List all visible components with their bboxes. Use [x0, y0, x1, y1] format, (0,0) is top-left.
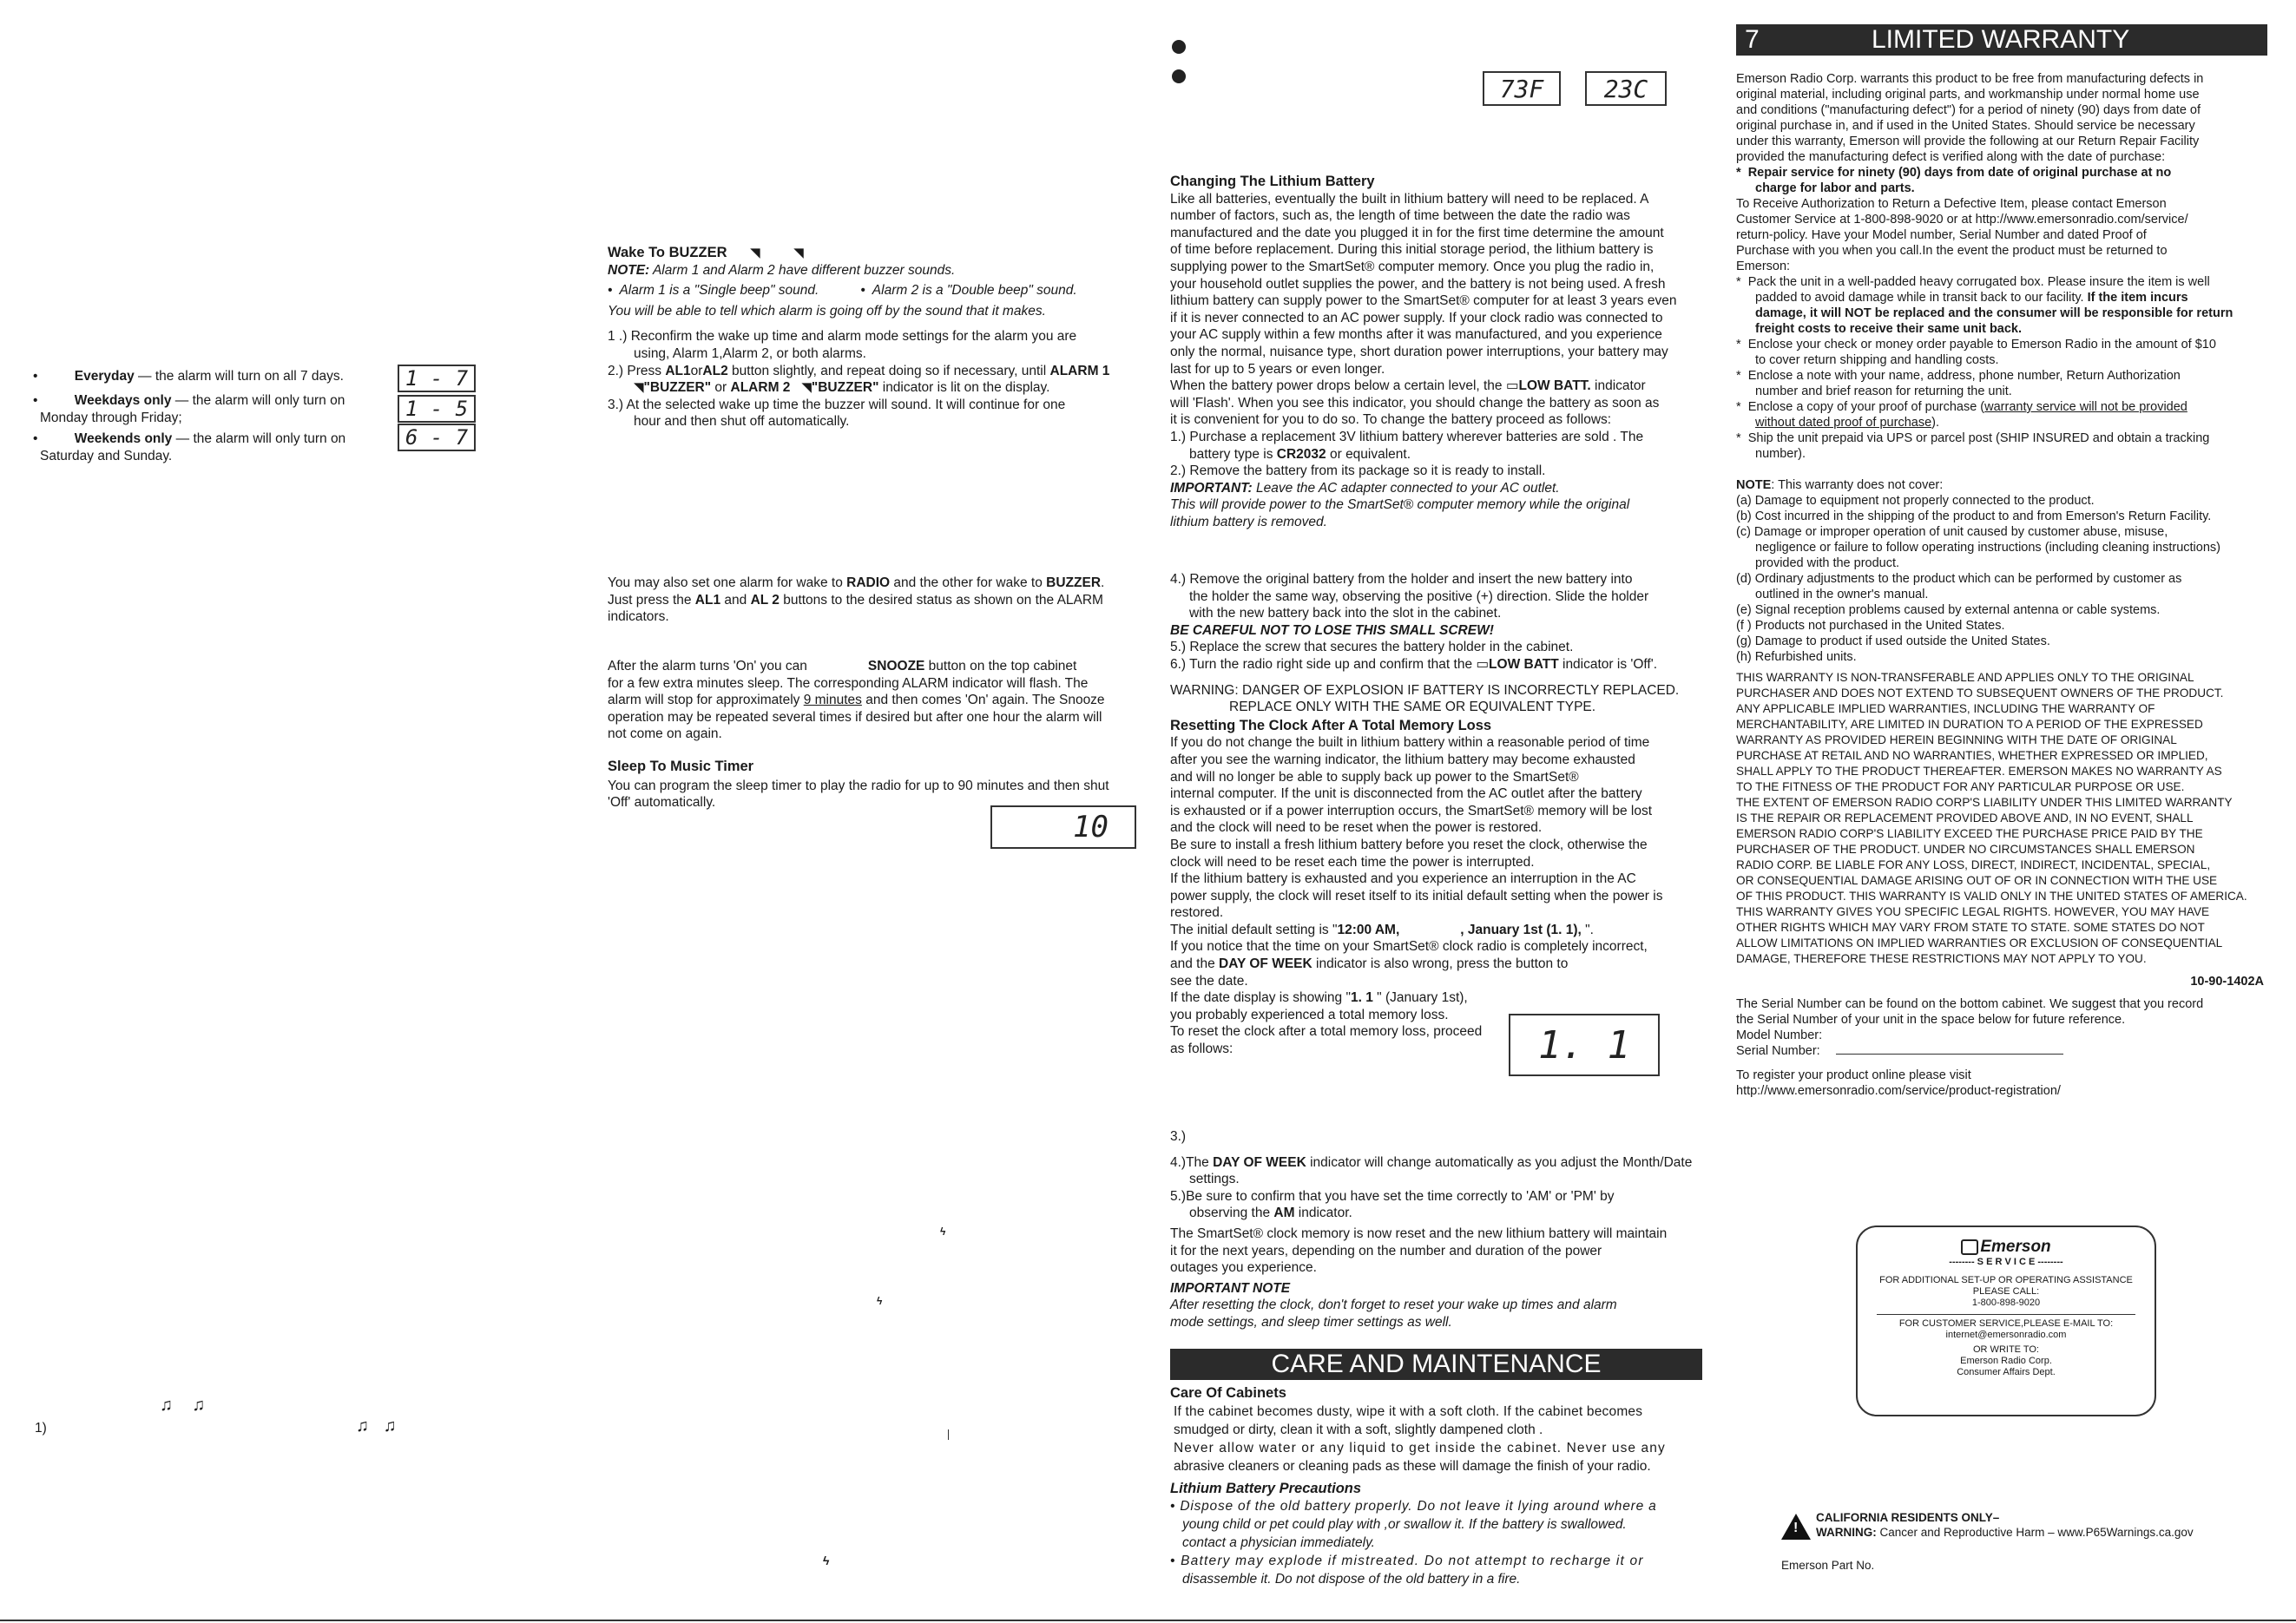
service-email[interactable]: internet@emersonradio.com [1945, 1330, 2067, 1340]
mode-weekends: • Weekends only — the alarm will only turn on Saturday and Sunday. [33, 431, 346, 463]
mode-label: Everyday [74, 369, 135, 384]
lcd-display: 23C [1585, 71, 1667, 106]
bell-icon: ◥ [750, 246, 760, 260]
warranty-header [1736, 24, 2267, 56]
care-maintenance-header: CARE AND MAINTENANCE [1170, 1349, 1702, 1380]
step-2: 2.) Press AL1orAL2 button slightly, and repeat doing so if necessary, until ALARM 1 [608, 363, 1110, 378]
registration-link[interactable]: http://www.emersonradio.com/service/product-registration/ [1736, 1084, 2061, 1098]
bell-icon: ◥ [801, 380, 812, 396]
battery-steps: 4.) Remove the original battery from the holder and insert the new battery into the holder the same way, observing the positive (+) direction. Slide the holder with the new battery back into the slot in the cabinet. BE CAREFUL NOT TO LOSE THIS SMALL SCREW! 5.) Replace the screw that secures the battery holder in the cabinet. 6.) Turn the radio right side up and confirm that the ▭LOW BATT indicator is 'Off'. WARNING: DANGER OF EXPLOSION IF BATTERY IS INCORRECTLY REPLACED. REPLACE ONLY WITH THE SAME OR EQUIVALENT TYPE. Resetting The Clock After A Total Memory Loss If you do not change the built in lithium battery within a reasonable period of time after you see the warning indicator, the lithium battery may become exhausted and will no longer be able to supply back up power to the SmartSet® internal computer. If the unit is disconnected from the AC outlet after the battery is exhausted or if a power interruption occurs, the SmartSet® memory will be lost and the clock will need to be reset when the power is restored. Be sure to install a fresh lithium battery before you reset the clock, otherwise the clock will need to be reset each time the power is interrupted. If the lithium battery is exhausted and you experience an interruption in the AC power supply, the clock will reset itself to its initial default setting when the power is restored. The initial default setting is "12:00 AM, , January 1st (1. 1), ". If you notice that the time on your SmartSet® clock radio is completely incorrect, and the DAY OF WEEK indicator is also wrong, press the button to see the date. If the date display is showing "1. 1 " (January 1st), you probably experienced a total memory loss. To reset the clock after a total memory loss, proceed as follows: [1170, 572, 1680, 1057]
step-3: 3.) At the selected wake up time the buzzer will sound. It will continue for one [608, 397, 1066, 412]
snooze: After the alarm turns 'On' you can SNOOZE button on the top cabinet for a few extra minutes sleep. The corresponding ALARM indicator will flash. The alarm will stop for approximately 9 minutes and then comes 'On' again. The Snooze operation may be repeated several times if desired but after one hour the alarm will not come on again. [608, 659, 1105, 742]
part-number: Emerson Part No. [1781, 1559, 1875, 1572]
mode-text: the alarm will only turn on [192, 393, 345, 408]
column-3: Changing The Lithium Battery Like all batteries, eventually the built in lithium battery will need to be replaced. A number of factors, such as, the length of time between the date the radio was manufactured and the date you plugged it in for the first time determine the amount of time before replacement. During this initial storage period, the lithium battery is supplying power to the SmartSet® computer memory. Once you plug the radio in, your household outlet supplies the power, and the battery is not being used. A fresh lithium battery can supply power to the SmartSet® computer for at least 3 years even if it is never connected to an AC power supply. If your clock radio was connected to your AC supply within a few months after it was manufactured, and you experience only the normal, nuisance type, short duration power interruptions, your battery may last for up to 5 years or even longer. When the battery power drops below a certain level, the ▭LOW BATT. indicator will 'Flash'. When you see this indicator, you should change the battery as soon as it is convenient for you to do so. To change the battery proceed as follows: 1.) Purchase a replacement 3V lithium battery wherever batteries are sold . The battery type is CR2032 or equivalent. 2.) Remove the battery from its package so it is ready to install. IMPORTANT: Leave the AC adapter connected to your AC outlet. This will provide power to the SmartSet® computer memory while the original lithium battery is removed. 4.) Remove the original battery from the holder and insert the new battery into the holder the same way, observing the positive (+) direction. Slide the holder with the new battery back into the slot in the cabinet. BE CAREFUL NOT TO LOSE THIS SMALL SCREW! 5.) Replace the screw that secures the battery holder in the cabinet. 6.) Turn the radio right side up and confirm that the ▭LOW BATT indicator is 'Off'. WARNING: DANGER OF EXPLOSION IF BATTERY IS INCORRECTLY REPLACED. REPLACE ONLY WITH THE SAME OR EQUIVALENT TYPE. Resetting The Clock After A Total Memory Loss If you do not change the built in lithium battery within a reasonable period of time after you see the warning indicator, the lithium battery may become exhausted and will no longer be able to supply back up power to the SmartSet® internal computer. If the unit is disconnected from the AC outlet after the battery is exhausted or if a power interruption occurs, the SmartSet® memory will be lost and the clock will need to be reset when the power is restored. Be sure to install a fresh lithium battery before you reset the clock, otherwise the clock will need to be reset each time the power is interrupted. If the lithium battery is exhausted and you experience an interruption in the AC power supply, the clock will reset itself to its initial default setting when the power is restored. The initial default setting is "12:00 AM, , January 1st (1. 1), ". If you notice that the time on your SmartSet® clock radio is completely incorrect, and the DAY OF WEEK indicator is also wrong, press the button to see the date. If the date display is showing "1. 1 " (January 1st), you probably experienced a total memory loss. To reset the clock after a total memory loss, proceed as follows: 3.) 4.)The DAY OF WEEK indicator will change automatically as you adjust the Month/Date settings. 5.)Be sure to confirm that you have set the time correctly to 'AM' or 'PM' by observing the AM indicator. The SmartSet® clock memory is now reset and the new lithium battery will maintain it for the next years, depending on the number and duration of the power outages you experience. IMPORTANT NOTE After resetting the clock, don't forget to reset your wake up times and alarm mode settings, and sleep timer settings as well. CARE AND MAINTENANCE Care Of Cabinets If the cabinet becomes dusty, wipe it with a soft cloth. If the cabinet becomes smudged or dirty, clean it with a soft, slightly dampened cloth . Never allow water or any liquid to get inside the cabinet. Never use any abrasive cleaners or cleaning pads as these will damage the finish of your radio. Lithium Battery Precautions • Dispose of the old battery properly. Do not leave it lying around where a young child or pet could play with ,or swallow it. If the battery is swallowed. contact a physician immediately. • Battery may explode if mistreated. Do not attempt to recharge it or disassemble it. Do not dispose of the old battery in a fire. [1170, 174, 1708, 530]
care-text: Care Of Cabinets If the cabinet becomes dusty, wipe it with a soft cloth. If the cabinet becomes smudged or dirty, clean it with a soft, slightly dampened cloth . Never allow water or any liquid to get inside the cabinet. Never use any abrasive cleaners or cleaning pads as these will damage the finish of your radio. Lithium Battery Precautions • Dispose of the old battery properly. Do not leave it lying around where a young child or pet could play with ,or swallow it. If the battery is swallowed. contact a physician immediately. • Battery may explode if mistreated. Do not attempt to recharge it or disassemble it. Do not dispose of the old battery in a fire. [1170, 1385, 1666, 1587]
mode-label: Weekends only [74, 431, 173, 446]
lcd-display: 1. 1 [1509, 1014, 1660, 1076]
mode-label: Weekdays only [74, 393, 172, 408]
mode-weekdays: • Weekdays only — the alarm will only turn on Monday through Friday; [33, 393, 345, 425]
bullet-dot [1172, 69, 1186, 83]
bell-icon: ◥ [634, 380, 644, 396]
step-1: 1 .) Reconfirm the wake up time and alarm mode settings for the alarm you are [608, 329, 1077, 345]
column-4: Emerson Radio Corp. warrants this product to be free from manufacturing defects in original material, including original parts, and workmanship under normal home use and conditions ("manufacturing defect") for a period of ninety (90) days from date of original purchase in, and if used in the United States. Should service be necessary under this warranty, Emerson will provide the following at our Return Repair Facility provided the manufacturing defect is verified along with the date of purchase: * Repair service for ninety (90) days from date of original purchase at no charge for labor and parts. To Receive Authorization to Return a Defective Item, please contact Emerson Customer Service at 1-800-898-9020 or at http://www.emersonradio.com/service/ return-policy. Have your Model number, Serial Number and dated Proof of Purchase with you when you call.In the event the product must be returned to Emerson: * Pack the unit in a well-padded heavy corrugated box. Please insure the item is well padded to avoid damage while in transit back to our facility. If the item incurs damage, it will NOT be replaced and the consumer will be responsible for return freight costs to receive their same unit back. * Enclose your check or money order payable to Emerson Radio in the amount of $10 to cover return shipping and handling costs. * Enclose a note with your name, address, phone number, Return Authorization number and brief reason for returning the unit. * Enclose a copy of your proof of purchase (warranty service will not be provided without dated proof of purchase). * Ship the unit prepaid via UPS or parcel post (SHIP INSURED and obtain a tracking number). NOTE: This warranty does not cover: (a) Damage to equipment not properly connected to the product. (b) Cost incurred in the shipping of the product to and from Emerson's Return Facility. (c) Damage or improper operation of unit caused by customer abuse, misuse, negligence or failure to follow operating instructions (including cleaning instructions) provided with the product. (d) Ordinary adjustments to the product which can be performed by customer as outlined in the owner's manual. (e) Signal reception problems caused by external antenna or cable systems. (f ) Products not purchased in the United States. (g) Damage to product if used outside the United States. (h) Refurbished units. THIS WARRANTY IS NON-TRANSFERABLE AND APPLIES ONLY TO THE ORIGINAL PURCHASER AND DOES NOT EXTEND TO SUBSEQUENT OWNERS OF THE PRODUCT. ANY APPLICABLE IMPLIED WARRANTIES, INCLUDING THE WARRANTY OF MERCHANTABILITY, ARE LIMITED IN DURATION TO A PERIOD OF THE EXPRESSED WARRANTY AS PROVIDED HEREIN BEGINNING WITH THE DATE OF ORIGINAL PURCHASE AT RETAIL AND NO WARRANTIES, WHETHER EXPRESSED OR IMPLIED, SHALL APPLY TO THE PRODUCT THEREAFTER. EMERSON MAKES NO WARRANTY AS TO THE FITNESS OF THE PRODUCT FOR ANY PARTICULAR PURPOSE OR USE. THE EXTENT OF EMERSON RADIO CORP'S LIABILITY UNDER THIS LIMITED WARRANTY IS THE REPAIR OR REPLACEMENT PROVIDED ABOVE AND, IN NO EVENT, SHALL EMERSON RADIO CORP'S LIABILITY EXCEED THE PURCHASE PRICE PAID BY THE PURCHASER OF THE PRODUCT. UNDER NO CIRCUMSTANCES SHALL EMERSON RADIO CORP. BE LIABLE FOR ANY LOSS, DIRECT, INDIRECT, INCIDENTAL, SPECIAL, OR CONSEQUENTIAL DAMAGE ARISING OUT OF OR IN CONNECTION WITH THE USE OF THIS PRODUCT. THIS WARRANTY IS VALID ONLY IN THE UNITED STATES OF AMERICA. THIS WARRANTY GIVES YOU SPECIFIC LEGAL RIGHTS. HOWEVER, YOU MAY HAVE OTHER RIGHTS WHICH MAY VARY FROM STATE TO STATE. SOME STATES DO NOT ALLOW LIMITATIONS ON IMPLIED WARRANTIES OR EXCLUSION OF CONSEQUENTIAL DAMAGE, THEREFORE THESE RESTRICTIONS MAY NOT APPLY TO YOU. 10-90-1402A The Serial Number can be found on the bottom cabinet. We suggest that you record the Serial Number of your unit in the space below for future reference. Model Number: Serial Number: To register your product online please visit http://www.emersonradio.com/service/product-registration/ [1736, 71, 2274, 1099]
page-bottom-line [0, 1620, 2296, 1621]
bell-icon: ◥ [793, 246, 804, 260]
step-number: 1) [35, 1421, 47, 1436]
mode-everyday: • Everyday — the alarm will turn on all 7 days. [33, 369, 344, 384]
step-1b: using, Alarm 1,Alarm 2, or both alarms. [634, 345, 866, 361]
section-title: LIMITED WARRANTY [1872, 25, 2130, 54]
legal-text: THIS WARRANTY IS NON-TRANSFERABLE AND APPLIES ONLY TO THE ORIGINAL PURCHASER AND DOES NOT EXTEND TO SUBSEQUENT OWNERS OF THE PRODUCT. ANY APPLICABLE IMPLIED WARRANTIES, INCLUDING THE WARRANTY OF MERCHANTABILITY, ARE LIMITED IN DURATION TO A PERIOD OF THE EXPRESSED WARRANTY AS PROVIDED HEREIN BEGINNING WITH THE DATE OF ORIGINAL PURCHASE AT RETAIL AND NO WARRANTIES, WHETHER EXPRESSED OR IMPLIED, SHALL APPLY TO THE PRODUCT THEREAFTER. EMERSON MAKES NO WARRANTY AS TO THE FITNESS OF THE PRODUCT FOR ANY PARTICULAR PURPOSE OR USE. THE EXTENT OF EMERSON RADIO CORP'S LIABILITY UNDER THIS LIMITED WARRANTY IS THE REPAIR OR REPLACEMENT PROVIDED ABOVE AND, IN NO EVENT, SHALL EMERSON RADIO CORP'S LIABILITY EXCEED THE PURCHASE PRICE PAID BY THE PURCHASER OF THE PRODUCT. UNDER NO CIRCUMSTANCES SHALL EMERSON RADIO CORP. BE LIABLE FOR ANY LOSS, DIRECT, INDIRECT, INCIDENTAL, SPECIAL, OR CONSEQUENTIAL DAMAGE ARISING OUT OF OR IN CONNECTION WITH THE USE OF THIS PRODUCT. THIS WARRANTY IS VALID ONLY IN THE UNITED STATES OF AMERICA. THIS WARRANTY GIVES YOU SPECIFIC LEGAL RIGHTS. HOWEVER, YOU MAY HAVE OTHER RIGHTS WHICH MAY VARY FROM STATE TO STATE. SOME STATES DO NOT ALLOW LIMITATIONS ON IMPLIED WARRANTIES OR EXCLUSION OF CONSEQUENTIAL DAMAGE, THEREFORE THESE RESTRICTIONS MAY NOT APPLY TO YOU. [1736, 671, 2247, 965]
lightning-icon: ϟ [940, 1225, 946, 1238]
section-number: 7 [1745, 25, 1760, 54]
mode-text-2: Monday through Friday; [40, 410, 182, 425]
battery-icon: ▭ [1476, 656, 1490, 672]
tick-mark [948, 1429, 949, 1440]
section-title: Wake To BUZZER ◥ ◥ [608, 245, 804, 260]
step-2b: ◥"BUZZER" or ALARM 2 ◥"BUZZER" indicator is lit on the display. [634, 380, 1050, 396]
alarm-sounds: • Alarm 1 is a "Single beep" sound. • Alarm 2 is a "Double beep" sound. [608, 283, 1077, 299]
california-warning: ! CALIFORNIA RESIDENTS ONLY– WARNING: Cancer and Reproductive Harm – www.P65Warnings.ca.gov [1781, 1510, 2267, 1540]
mixed-alarm: You may also set one alarm for wake to RADIO and the other for wake to BUZZER. Just press the AL1 and AL 2 buttons to the desired status as shown on the ALARM indicators. [608, 575, 1105, 625]
tell-text: You will be able to tell which alarm is going off by the sound that it makes. [608, 303, 1046, 319]
lcd-display: 73F [1483, 71, 1561, 106]
reset-steps: 3.) 4.)The DAY OF WEEK indicator will change automatically as you adjust the Month/Date settings. 5.)Be sure to confirm that you have set the time correctly to 'AM' or 'PM' by observing the AM indicator. The SmartSet® clock memory is now reset and the new lithium battery will maintain it for the next years, depending on the number and duration of the power outages you experience. IMPORTANT NOTE After resetting the clock, don't forget to reset your wake up times and alarm mode settings, and sleep timer settings as well. [1170, 1129, 1693, 1330]
step-3b: hour and then shut off automatically. [634, 414, 850, 430]
lcd-display: 10 [990, 805, 1136, 849]
bullet-dot [1172, 40, 1186, 54]
lcd-display: 1 - 5 [398, 395, 476, 423]
lightning-icon: ϟ [823, 1554, 830, 1567]
lightning-icon: ϟ [877, 1295, 883, 1307]
section-title: Changing The Lithium Battery [1170, 174, 1375, 189]
battery-text: Like all batteries, eventually the built in lithium battery will need to be replaced. A number of factors, such as, the length of time between the date the radio was manufactured and the date you plugged it in for the first time determine the amount of time before replacement. During this initial storage period, the lithium battery is supplying power to the SmartSet® computer memory. Once you plug the radio in, your household outlet supplies the power, and the battery is not being used. A fresh lithium battery can supply power to the SmartSet® computer for at least 3 years even if it is never connected to an AC power supply. If your clock radio was connected to your AC supply within a few months after it was manufactured, and you experience only the normal, nuisance type, short duration power interruptions, your battery may last for up to 5 years or even longer. [1170, 191, 1677, 377]
emerson-logo: Emerson [1858, 1239, 2155, 1255]
model-number-label: Model Number: [1736, 1028, 1823, 1042]
logo-icon [1961, 1239, 1978, 1255]
battery-icon: ▭ [1505, 378, 1519, 394]
service-box: Emerson -------- S E R V I C E -------- FOR ADDITIONAL SET-UP OR OPERATING ASSISTANCE PLEASE CALL: 1-800-898-9020 FOR CUSTOMER SERVICE,PLEASE E-MAIL TO: internet@emersonradio.com OR WRITE TO: Emerson Radio Corp. Consumer Affairs Dept. [1856, 1225, 2156, 1416]
note: NOTE: Alarm 1 and Alarm 2 have different buzzer sounds. [608, 262, 956, 278]
music-note-icon: ♫ ♫ [356, 1416, 397, 1436]
document-code: 10-90-1402A [2190, 975, 2264, 989]
mode-text: the alarm will only turn on [193, 431, 346, 446]
divider [1877, 1314, 2135, 1315]
column-2 [608, 245, 1146, 811]
lcd-display: 6 - 7 [398, 424, 476, 451]
serial-number-field: Serial Number: [1736, 1043, 2274, 1059]
sleep-timer: Sleep To Music Timer You can program the sleep timer to play the radio for up to 90 minutes and then shut 'Off' automatically. [608, 759, 1109, 811]
mode-text-2: Saturday and Sunday. [40, 448, 173, 463]
warning-triangle-icon: ! [1781, 1514, 1811, 1540]
music-note-icon: ♫ ♫ [160, 1396, 206, 1415]
mode-text: the alarm will turn on all 7 days. [155, 369, 344, 384]
lcd-display: 1 - 7 [398, 365, 476, 392]
